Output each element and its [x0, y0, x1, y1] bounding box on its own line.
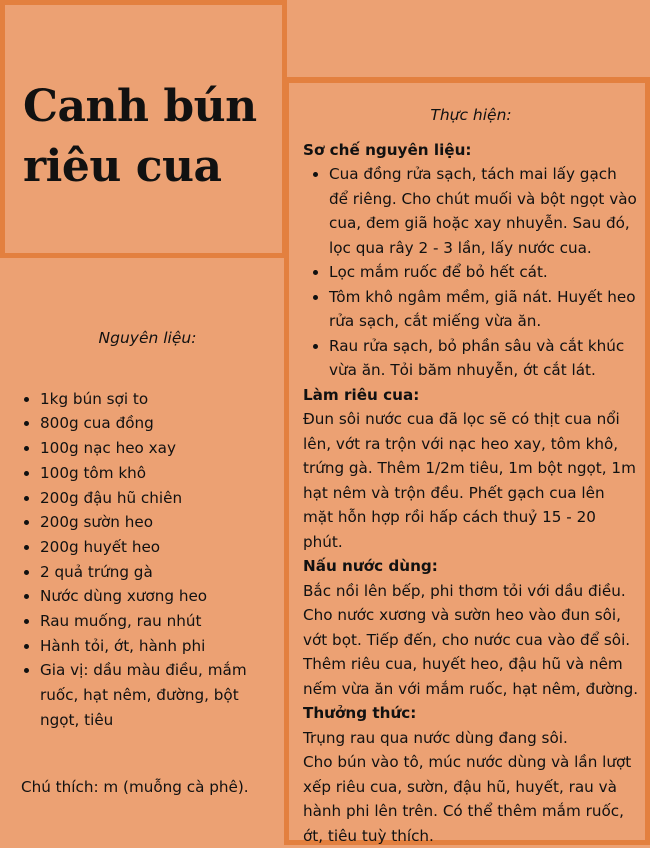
decorative-panel: [282, 0, 650, 82]
serve-line: Cho bún vào tô, múc nước dùng và lần lượt xếp riêu cua, sườn, đậu hũ, huyết, rau và hành phi lên trên. Có thể thêm mắm ruốc, ớt, tiêu tuỳ thích.: [303, 753, 632, 845]
ingredients-list: [20, 387, 275, 733]
prep-item: • Lọc mắm ruốc để bỏ hết cát.: [329, 260, 639, 285]
prep-list: [303, 162, 639, 383]
ingredient-item: • Nước dùng xương heo: [40, 584, 275, 609]
ingredient-item: • Hành tỏi, ớt, hành phi: [40, 634, 275, 659]
serve-heading: Thưởng thức:: [303, 704, 417, 722]
prep-item: • Cua đồng rửa sạch, tách mai lấy gạch để riêng. Cho chút muối và bột ngọt vào cua, đem giã hoặc xay nhuyễn. Sau đó, lọc qua rây 2 - 3 lần, lấy nước cua.: [329, 162, 639, 260]
ingredient-item: • 1kg bún sợi to: [40, 387, 275, 412]
prep-heading: Sơ chế nguyên liệu:: [303, 140, 472, 159]
ingredient-item: • Rau muống, rau nhút: [40, 609, 275, 634]
prep-item: • Tôm khô ngâm mềm, giã nát. Huyết heo rửa sạch, cắt miếng vừa ăn.: [329, 285, 639, 334]
prep-item: • Rau rửa sạch, bỏ phần sâu và cắt khúc vừa ăn. Tỏi băm nhuyễn, ớt cắt lát.: [329, 334, 639, 383]
rieu-text: Đun sôi nước cua đã lọc sẽ có thịt cua nổi lên, vớt ra trộn với nạc heo xay, tôm khô, trứng gà. Thêm 1/2m tiêu, 1m bột ngọt, 1m hạt nêm và trộn đều. Phết gạch cua lên mặt hỗn hợp rồi hấp cách thuỷ 15 - 20 phút.: [303, 410, 636, 551]
title-panel: [0, 0, 287, 258]
broth-heading: Nấu nước dùng:: [303, 557, 438, 575]
ingredient-item: • 100g nạc heo xay: [40, 436, 275, 461]
recipe-title: Canh bún riêu cua: [23, 81, 257, 192]
ingredient-item: • 800g cua đồng: [40, 411, 275, 436]
footnote: Chú thích: m (muỗng cà phê).: [21, 778, 249, 796]
serve-line: Trụng rau qua nước dùng đang sôi.: [303, 728, 568, 747]
instructions-heading: Thực hiện:: [430, 106, 512, 124]
instructions-panel: [284, 78, 650, 845]
ingredient-item: • 2 quả trứng gà: [40, 560, 275, 585]
ingredient-item: • Gia vị: dầu màu điều, mắm ruốc, hạt nêm, đường, bột ngọt, tiêu: [40, 658, 275, 732]
ingredient-item: • 200g huyết heo: [40, 535, 275, 560]
ingredients-heading: Nguyên liệu:: [98, 329, 197, 347]
ingredient-item: • 200g đậu hũ chiên: [40, 486, 275, 511]
ingredient-item: • 200g sườn heo: [40, 510, 275, 535]
ingredients-section: [20, 326, 275, 733]
rieu-heading: Làm riêu cua:: [303, 385, 420, 404]
broth-text: Bắc nồi lên bếp, phi thơm tỏi với dầu điều. Cho nước xương và sườn heo vào đun sôi, vớt bọt. Tiếp đến, cho nước cua vào để sôi. Thêm riêu cua, huyết heo, đậu hũ và nêm nếm vừa ăn với mắm ruốc, hạt nêm, đường.: [303, 581, 639, 698]
ingredient-item: • 100g tôm khô: [40, 461, 275, 486]
